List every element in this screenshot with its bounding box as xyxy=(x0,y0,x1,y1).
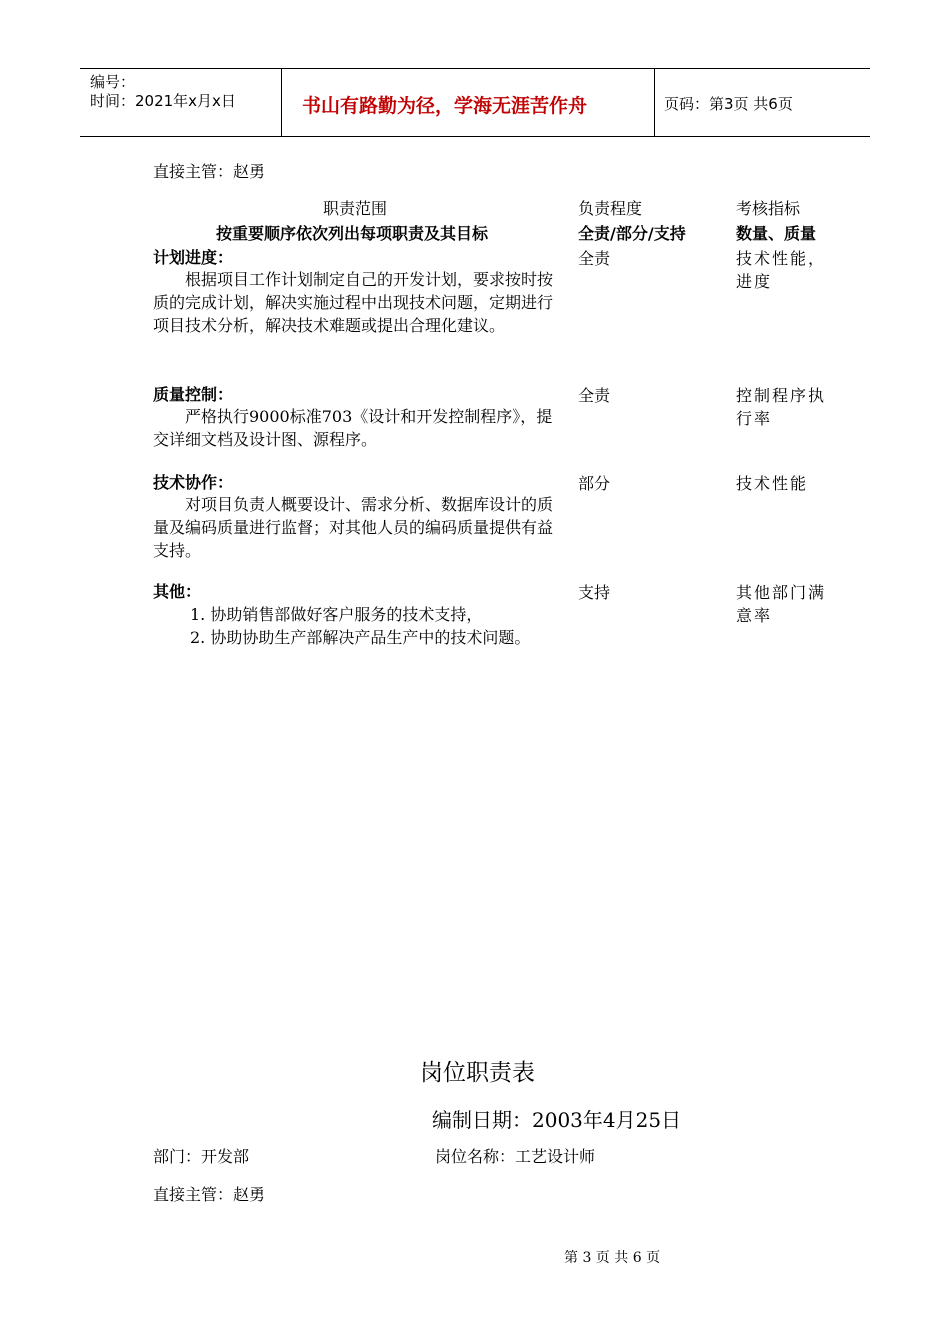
compile-date: 编制日期：2003年4月25日 xyxy=(432,1108,682,1132)
document-time-label: 时间：2021年x月x日 xyxy=(90,92,236,110)
row-description: 严格执行9000标准703《设计和开发控制程序》，提交详细文档及设计图、源程序。 xyxy=(153,407,553,449)
row-indicator: 控制程序执行率 xyxy=(736,386,827,428)
header-motto: 书山有路勤为径，学海无涯苦作舟 xyxy=(302,95,588,117)
direct-supervisor: 直接主管：赵勇 xyxy=(153,162,266,181)
row-degree: 全责 xyxy=(578,386,611,405)
row-heading: 其他： xyxy=(153,582,202,601)
row-degree: 支持 xyxy=(578,583,611,602)
header-divider xyxy=(281,69,282,136)
col-indicator-title: 考核指标 xyxy=(736,199,801,218)
row-degree: 部分 xyxy=(578,474,611,493)
position-name: 岗位名称：工艺设计师 xyxy=(435,1147,596,1166)
department: 部门：开发部 xyxy=(153,1147,250,1166)
header-divider xyxy=(654,69,655,136)
document-number-label: 编号： xyxy=(90,73,136,91)
row-heading: 技术协作： xyxy=(153,473,234,492)
page-footer: 第 3 页 共 6 页 xyxy=(564,1250,661,1266)
page-header xyxy=(80,68,870,137)
row-indicator: 其他部门满意率 xyxy=(736,583,827,625)
row-heading: 质量控制： xyxy=(153,385,234,404)
row-heading: 计划进度： xyxy=(153,248,234,267)
row-description: 对项目负责人概要设计、需求分析、数据库设计的质量及编码质量进行监督；对其他人员的编码质量提供有益支持。 xyxy=(153,495,554,560)
form-title: 岗位职责表 xyxy=(420,1060,535,1086)
col-indicator-subtitle: 数量、质量 xyxy=(736,224,817,243)
list-item: 2. 协助协助生产部解决产品生产中的技术问题。 xyxy=(190,628,531,647)
row-description: 根据项目工作计划制定自己的开发计划，要求按时按质的完成计划，解决实施过程中出现技术问题，定期进行项目技术分析，解决技术难题或提出合理化建议。 xyxy=(153,270,554,335)
row-degree: 全责 xyxy=(578,249,611,268)
direct-supervisor: 直接主管：赵勇 xyxy=(153,1185,266,1204)
col-degree-title: 负责程度 xyxy=(578,199,643,218)
header-page-label: 页码：第3页 共6页 xyxy=(664,95,793,113)
col-responsibility-title: 职责范围 xyxy=(323,199,388,218)
row-indicator: 技术性能，进度 xyxy=(736,249,827,291)
list-item: 1. 协助销售部做好客户服务的技术支持， xyxy=(190,605,483,624)
col-degree-subtitle: 全责/部分/支持 xyxy=(578,224,686,243)
col-responsibility-subtitle: 按重要顺序依次列出每项职责及其目标 xyxy=(216,224,489,243)
row-indicator: 技术性能 xyxy=(736,474,809,493)
